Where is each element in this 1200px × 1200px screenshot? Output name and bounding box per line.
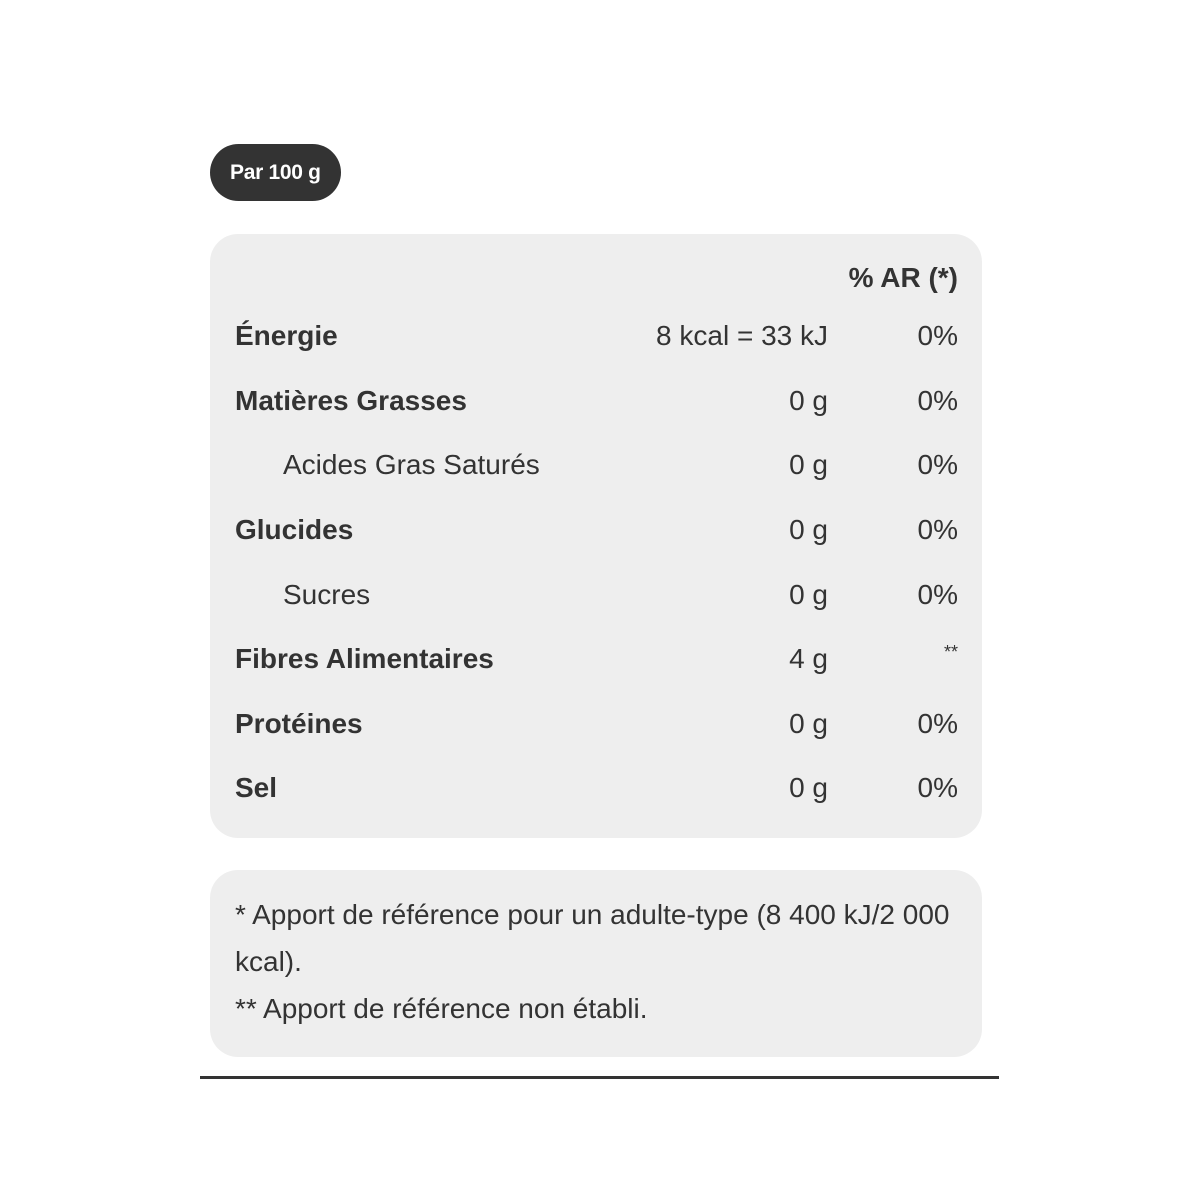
row-value: 0 g — [789, 708, 828, 739]
row-value: 0 g — [789, 579, 828, 610]
row-label: Sucres — [283, 579, 371, 610]
table-row-proteines — [210, 692, 982, 756]
row-percent: 0% — [917, 708, 958, 739]
row-value: 0 g — [789, 514, 828, 545]
row-label: Matières Grasses — [235, 385, 467, 416]
row-percent: 0% — [917, 514, 958, 545]
footnotes-card — [210, 870, 982, 1057]
table-row-glucides — [210, 498, 982, 562]
column-header-percent-ar: % AR (*) — [848, 262, 958, 293]
row-value: 4 g — [789, 643, 828, 674]
table-row-fibres-alimentaires — [210, 627, 982, 691]
nutrition-table — [210, 234, 982, 838]
row-percent: ** — [943, 642, 958, 662]
table-row-matieres-grasses — [210, 369, 982, 433]
row-value: 0 g — [789, 385, 828, 416]
table-row-energie — [210, 304, 982, 368]
row-label: Protéines — [235, 708, 363, 739]
row-label: Sel — [235, 772, 278, 803]
row-value: 0 g — [789, 772, 828, 803]
section-divider — [200, 1076, 999, 1079]
row-value: 8 kcal = 33 kJ — [656, 320, 828, 351]
table-row-acides-gras-satures — [210, 433, 982, 497]
row-value: 0 g — [789, 449, 828, 480]
serving-size-badge[interactable]: Par 100 g — [210, 144, 341, 201]
row-percent: 0% — [917, 320, 958, 351]
table-row-sucres — [210, 563, 982, 627]
row-percent: 0% — [917, 772, 958, 803]
row-label: Glucides — [235, 514, 354, 545]
row-label: Fibres Alimentaires — [235, 643, 494, 674]
row-percent: 0% — [917, 385, 958, 416]
row-label: Acides Gras Saturés — [283, 449, 540, 480]
row-label: Énergie — [235, 320, 338, 351]
row-percent: 0% — [917, 449, 958, 480]
row-percent: 0% — [917, 579, 958, 610]
footnote-reference-intake: * Apport de référence pour un adulte-type (8 400 kJ/2 000 kcal). — [235, 899, 950, 977]
footnote-not-established: ** Apport de référence non établi. — [235, 993, 648, 1024]
table-row-sel — [210, 756, 982, 820]
